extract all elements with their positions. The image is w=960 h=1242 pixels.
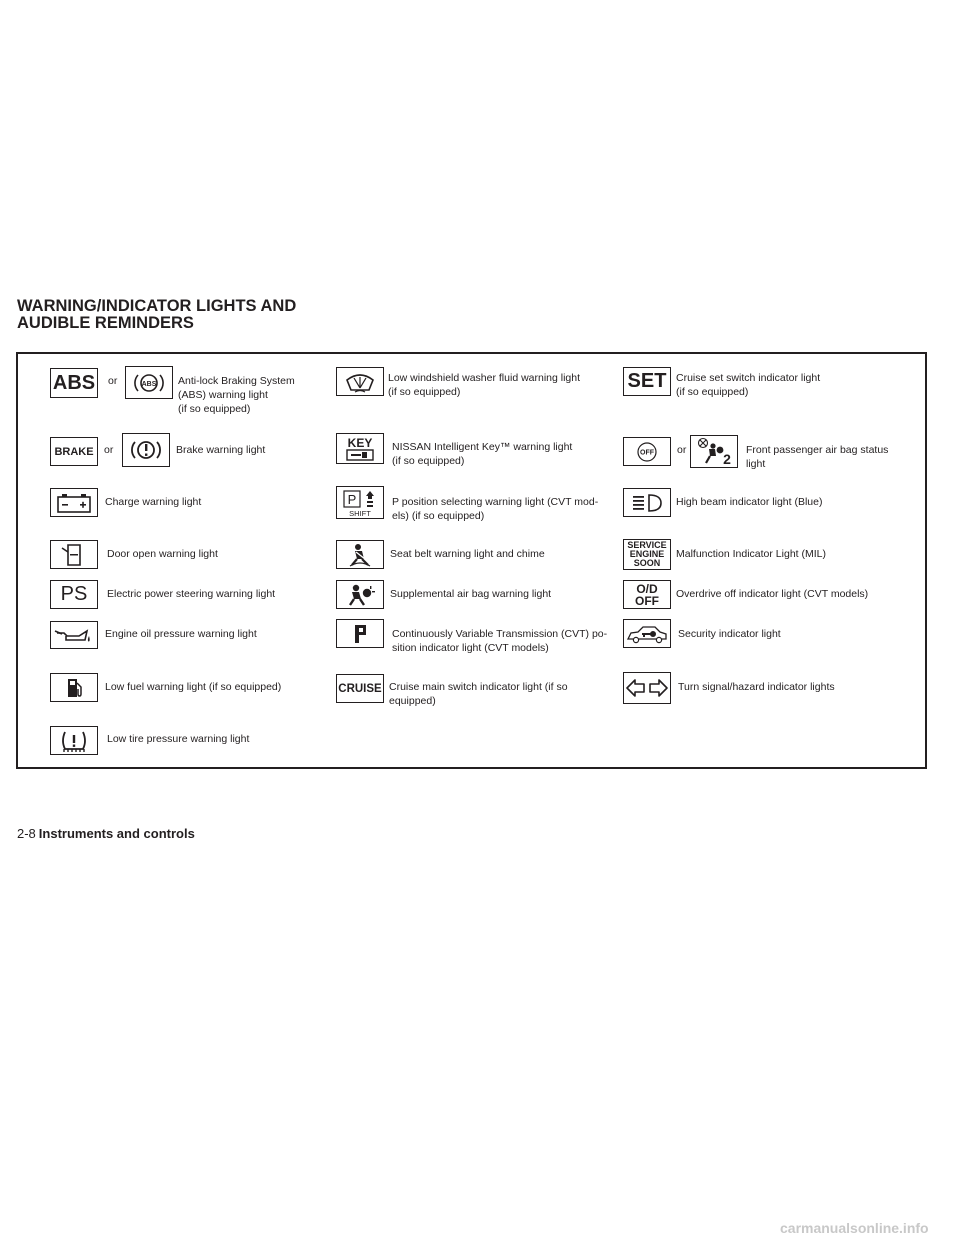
intelligent-key-label: NISSAN Intelligent Key™ warning light (if so equipped)	[392, 441, 573, 467]
or-label: or	[677, 444, 687, 456]
overdrive-off-icon: O/D OFF	[623, 580, 671, 609]
overdrive-off-label: Overdrive off indicator light (CVT models)	[676, 588, 869, 600]
charge-warning-label: Charge warning light	[105, 496, 202, 508]
page-number: 2-8	[17, 826, 36, 841]
tire-pressure-icon	[50, 726, 98, 755]
section-title-line-1: WARNING/INDICATOR LIGHTS AND	[17, 297, 297, 315]
cruise-main-icon: CRUISE	[336, 674, 384, 703]
oil-pressure-label: Engine oil pressure warning light	[105, 628, 257, 640]
power-steering-icon: PS	[50, 580, 98, 609]
or-label: or	[108, 375, 118, 387]
low-fuel-label: Low fuel warning light (if so equipped)	[105, 681, 282, 693]
cruise-set-icon: SET	[623, 367, 671, 396]
p-shift-icon	[336, 486, 384, 519]
security-label: Security indicator light	[678, 628, 781, 640]
door-icon	[50, 540, 98, 569]
high-beam-label: High beam indicator light (Blue)	[676, 496, 823, 508]
battery-icon	[50, 488, 98, 517]
airbag-off-text: OFF	[640, 449, 654, 456]
cvt-p-icon	[336, 619, 384, 648]
section-title	[17, 298, 296, 332]
low-tire-pressure-label: Low tire pressure warning light	[107, 733, 250, 745]
section-title-line-2: AUDIBLE REMINDERS	[17, 314, 194, 332]
turn-signal-icon	[623, 672, 671, 704]
cruise-main-label: Cruise main switch indicator light (if so equipped)	[389, 681, 568, 707]
cvt-position-label: Continuously Variable Transmission (CVT) po- sition indicator light (CVT models)	[392, 628, 608, 654]
washer-fluid-label: Low windshield washer fluid warning light (if so equipped)	[388, 372, 581, 398]
seat-belt-icon	[336, 540, 384, 569]
security-icon	[623, 619, 671, 648]
turn-signal-label: Turn signal/hazard indicator lights	[678, 681, 835, 693]
mil-label: Malfunction Indicator Light (MIL)	[676, 548, 826, 560]
intelligent-key-icon	[336, 433, 384, 464]
section-name: Instruments and controls	[38, 826, 195, 841]
service-engine-soon-icon: SERVICE ENGINE SOON	[623, 539, 671, 570]
watermark: carmanualsonline.info	[780, 1220, 929, 1236]
brake-icon: BRAKE	[50, 437, 98, 466]
fuel-pump-icon	[50, 673, 98, 702]
brake-circle-icon	[122, 433, 170, 467]
abs-icon: ABS	[50, 368, 98, 398]
passenger-airbag-icon	[690, 435, 738, 468]
abs-warning-label: Anti-lock Braking System (ABS) warning light (if so equipped)	[178, 375, 295, 415]
airbag-label: Supplemental air bag warning light	[390, 588, 552, 600]
key-icon-text: KEY	[347, 435, 373, 450]
airbag-icon	[336, 580, 384, 609]
airbag-off-icon	[623, 437, 671, 466]
door-open-label: Door open warning light	[107, 548, 218, 560]
indicator-lights-table	[16, 352, 927, 769]
passenger-airbag-label: Front passenger air bag status light	[746, 444, 889, 470]
high-beam-icon	[623, 488, 671, 517]
p-shift-text: SHIFT	[349, 508, 371, 518]
page-footer	[17, 826, 195, 841]
passenger-airbag-digit: 2	[723, 450, 731, 467]
p-shift-letter: P	[347, 491, 357, 507]
or-label: or	[104, 444, 114, 456]
brake-warning-label: Brake warning light	[176, 444, 266, 456]
abs-circle-text: ABS	[141, 380, 157, 388]
p-position-label: P position selecting warning light (CVT mod- els) (if so equipped)	[392, 496, 599, 522]
seat-belt-label: Seat belt warning light and chime	[390, 548, 545, 560]
abs-circle-icon	[125, 366, 173, 399]
washer-fluid-icon	[336, 367, 384, 396]
cruise-set-label: Cruise set switch indicator light (if so equipped)	[676, 372, 821, 398]
power-steering-label: Electric power steering warning light	[107, 588, 276, 600]
oil-can-icon	[50, 621, 98, 649]
